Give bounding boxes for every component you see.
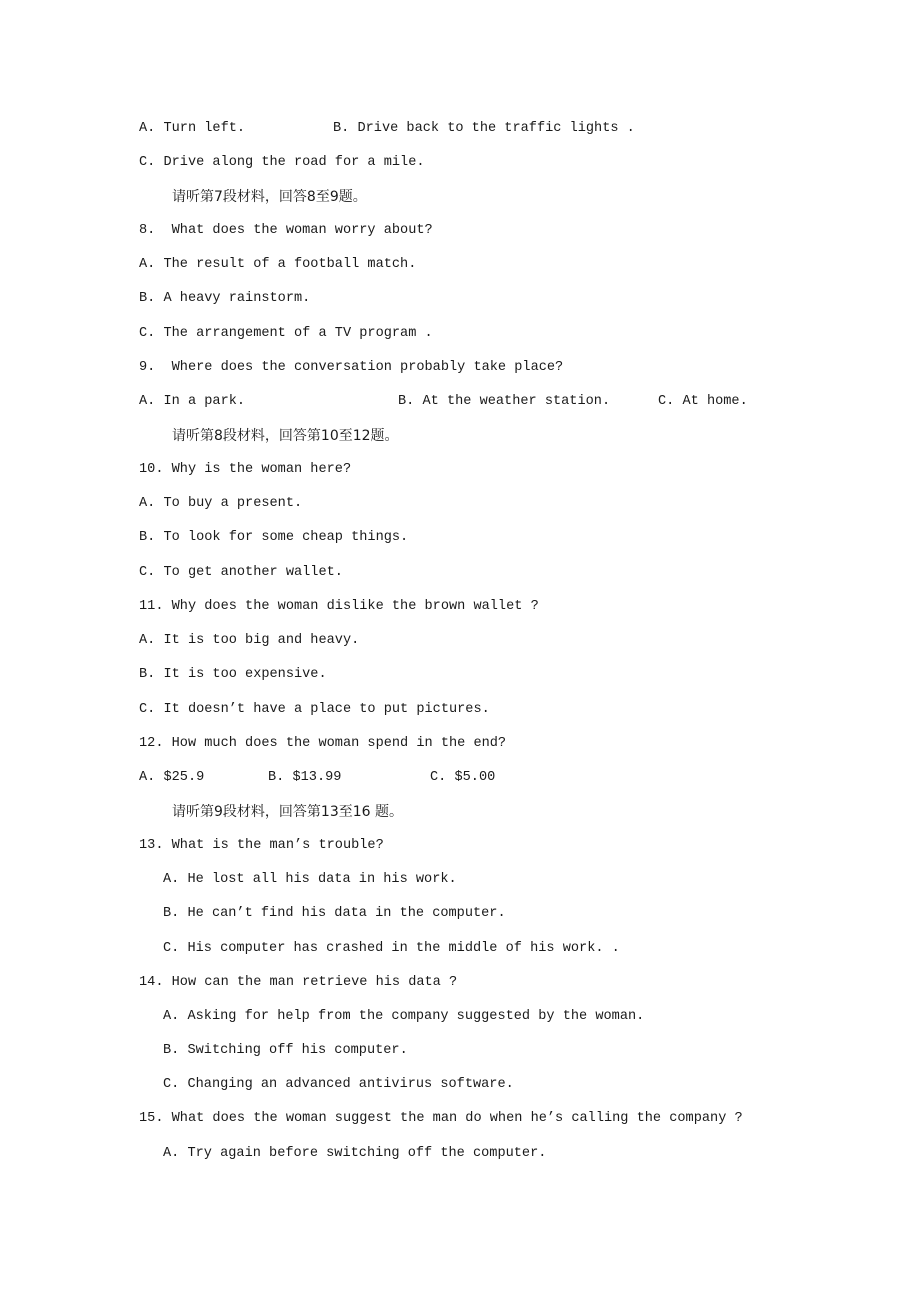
q11-option-a: A. It is too big and heavy. <box>139 633 360 648</box>
q12-option-a: A. $25.9 <box>139 770 205 785</box>
q9-question: 9. Where does the conversation probably take place? <box>139 360 564 375</box>
q13-question: 13. What is the man’s trouble? <box>139 838 384 853</box>
q10-question: 10. Why is the woman here? <box>139 462 352 477</box>
q12-option-c: C. $5.00 <box>430 770 496 785</box>
q13-option-a: A. He lost all his data in his work. <box>163 872 457 887</box>
q9-option-b: B. At the weather station. <box>398 394 611 409</box>
q9-option-c: C. At home. <box>658 394 748 409</box>
q10-option-b: B. To look for some cheap things. <box>139 530 409 545</box>
q7-option-c: C. Drive along the road for a mile. <box>139 155 425 170</box>
q9-option-a: A. In a park. <box>139 394 246 409</box>
q12-option-b: B. $13.99 <box>268 770 342 785</box>
section-8-instruction: 请听第8段材料，回答第10至12题。 <box>172 428 399 444</box>
q8-option-b: B. A heavy rainstorm. <box>139 291 311 306</box>
q7-option-b: B. Drive back to the traffic lights . <box>333 121 635 136</box>
q7-option-a: A. Turn left. <box>139 121 246 136</box>
q8-option-a: A. The result of a football match. <box>139 257 417 272</box>
q8-question: 8. What does the woman worry about? <box>139 223 433 238</box>
q14-question: 14. How can the man retrieve his data ? <box>139 975 458 990</box>
q14-option-a: A. Asking for help from the company suggested by the woman. <box>163 1009 645 1024</box>
q14-option-c: C. Changing an advanced antivirus software. <box>163 1077 514 1092</box>
q11-question: 11. Why does the woman dislike the brown wallet ? <box>139 599 539 614</box>
section-9-instruction: 请听第9段材料，回答第13至16 题。 <box>172 804 403 820</box>
q13-option-c: C. His computer has crashed in the middle of his work. . <box>163 941 620 956</box>
q13-option-b: B. He can’t find his data in the computer. <box>163 906 506 921</box>
section-7-instruction: 请听第7段材料，回答8至9题。 <box>172 189 367 205</box>
q12-question: 12. How much does the woman spend in the end? <box>139 736 507 751</box>
q11-option-c: C. It doesn’t have a place to put pictures. <box>139 702 490 717</box>
q10-option-c: C. To get another wallet. <box>139 565 343 580</box>
q11-option-b: B. It is too expensive. <box>139 667 327 682</box>
q15-question: 15. What does the woman suggest the man do when he’s calling the company ? <box>139 1111 743 1126</box>
q14-option-b: B. Switching off his computer. <box>163 1043 408 1058</box>
q10-option-a: A. To buy a present. <box>139 496 303 511</box>
q15-option-a: A. Try again before switching off the computer. <box>163 1146 547 1161</box>
q8-option-c: C. The arrangement of a TV program . <box>139 326 433 341</box>
